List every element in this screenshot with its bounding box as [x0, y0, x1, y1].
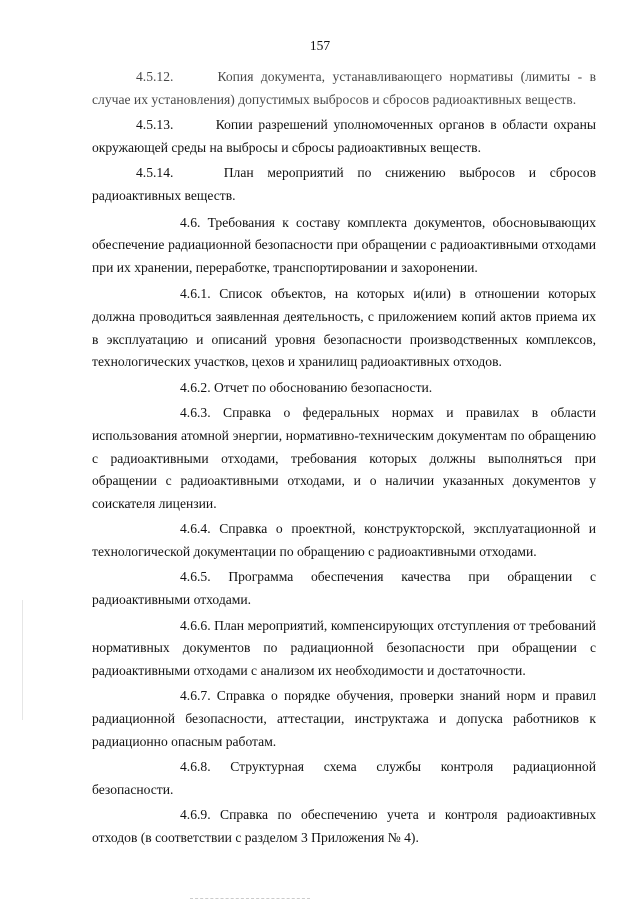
paragraph-4-6-7: [92, 685, 596, 753]
item-number: 4.6.: [180, 214, 201, 230]
item-text: План мероприятий по снижению выбросов и сбросов радиоактивных веществ.: [92, 165, 596, 203]
item-number: 4.6.9.: [180, 807, 211, 823]
item-number: 4.6.1.: [180, 286, 211, 302]
paragraph-4-6: [92, 212, 596, 280]
paragraph-4-5-13: [92, 114, 596, 159]
item-text: Копия документа, устанавливающего нормативы (лимиты - в случае их установления) допустимых выбросов и сбросов радиоактивных веществ.: [92, 69, 596, 107]
item-text: Структурная схема службы контроля радиационной безопасности.: [92, 759, 596, 797]
paragraph-4-5-14: [92, 162, 596, 207]
paragraph-4-6-9: [92, 804, 596, 849]
item-text: Требования к составу комплекта документов, обосновывающих обеспечение радиационной безопасности при обращении с радиоактивными отходами при их хранении, переработке, транспортировании и захоронении.: [92, 214, 596, 275]
paragraph-4-6-5: [92, 566, 596, 611]
item-number: 4.5.14.: [136, 165, 174, 181]
item-text: Программа обеспечения качества при обращении с радиоактивными отходами.: [92, 569, 596, 608]
paragraph-4-5-12: [92, 66, 596, 111]
item-text: Справка о проектной, конструкторской, эксплуатационной и технологической документации по обращению с радиоактивными отходами.: [92, 521, 596, 559]
item-number: 4.5.13.: [136, 117, 174, 133]
item-text: Список объектов, на которых и(или) в отношении которых должна проводиться заявленная деятельность, с приложением копий актов приема их в эксплуатацию и описаний уровня безопасности производственных комплексов, технологических участков, цехов и хранилищ радиоактивных отходов.: [92, 286, 596, 370]
item-number: 4.6.8.: [180, 759, 211, 775]
item-number: 4.5.12.: [136, 69, 174, 84]
item-number: 4.6.4.: [180, 521, 211, 537]
page-number: 157: [309, 38, 331, 53]
document-body: [92, 66, 596, 853]
item-text: Справка о порядке обучения, проверки знаний норм и правил радиационной безопасности, аттестации, инструктажа и допуска работников к радиационно опасным работам.: [92, 688, 596, 749]
paragraph-4-6-1: [92, 283, 596, 373]
paragraph-4-6-4: [92, 518, 596, 563]
paragraph-4-6-3: [92, 402, 596, 515]
item-number: 4.6.3.: [180, 405, 211, 421]
item-text: План мероприятий, компенсирующих отступления от требований нормативных документов по радиационной безопасности при обращении с радиоактивными отходами с анализом их необходимости и достаточности.: [92, 617, 596, 678]
item-number: 4.6.2.: [180, 379, 211, 395]
item-number: 4.6.7.: [180, 688, 211, 704]
paragraph-4-6-2: [92, 377, 596, 400]
item-number: 4.6.5.: [180, 569, 211, 585]
item-text: Справка по обеспечению учета и контроля радиоактивных отходов (в соответствии с разделом 3 Приложения № 4).: [92, 807, 596, 845]
scan-bottom-artifact: [190, 898, 310, 901]
item-text: Копии разрешений уполномоченных органов в области охраны окружающей среды на выбросы и сбросы радиоактивных веществ.: [92, 117, 596, 155]
item-text: Отчет по обоснованию безопасности.: [214, 379, 433, 395]
scan-edge-artifact: [22, 600, 23, 720]
paragraph-4-6-8: [92, 756, 596, 801]
item-text: Справка о федеральных нормах и правилах в области использования атомной энергии, нормативно-техническим документам по обращению с радиоактивными отходами, требования которых должны выполняться при обращении с радиоактивными отходами, и о наличии указанных документов у соискателя лицензии.: [92, 405, 596, 511]
paragraph-4-6-6: [92, 615, 596, 683]
item-number: 4.6.6.: [180, 617, 211, 633]
